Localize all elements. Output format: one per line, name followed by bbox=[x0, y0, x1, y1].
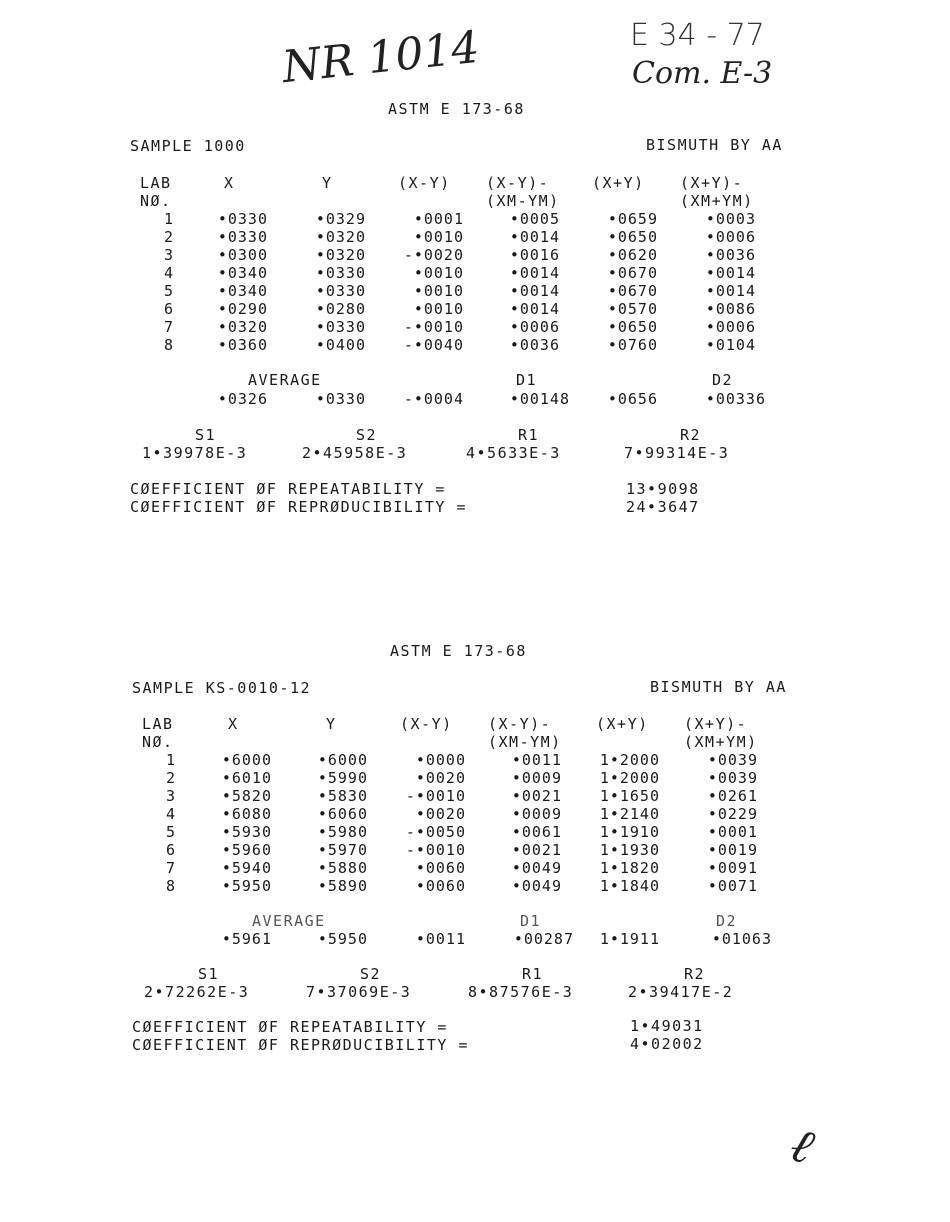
d1-label: D1 bbox=[516, 371, 538, 389]
sum-value: 1•2140 bbox=[599, 805, 660, 823]
col-header-lab: LAB bbox=[140, 174, 172, 192]
sum-value: 1•1930 bbox=[599, 841, 660, 859]
lab-no: 3 bbox=[163, 246, 174, 264]
col-header-y: Y bbox=[326, 715, 337, 733]
avg-diff: •0011 bbox=[415, 930, 466, 948]
r2-label: R2 bbox=[680, 426, 702, 444]
sum-dev-value: •0006 bbox=[705, 228, 756, 246]
sum-value: •0650 bbox=[607, 318, 658, 336]
handwritten-committee: Com. E-3 bbox=[632, 56, 773, 91]
diff-value: •0020 bbox=[415, 769, 466, 787]
diff-value: •0020 bbox=[415, 805, 466, 823]
lab-no: 4 bbox=[165, 805, 176, 823]
report-title: ASTM E 173-68 bbox=[390, 642, 527, 660]
diff-value: -•0010 bbox=[403, 318, 464, 336]
sum-value: •0659 bbox=[607, 210, 658, 228]
table-row bbox=[0, 336, 950, 354]
x-value: •5930 bbox=[221, 823, 272, 841]
diff-dev-value: •0021 bbox=[511, 787, 562, 805]
report-title: ASTM E 173-68 bbox=[388, 100, 525, 118]
sum-value: 1•2000 bbox=[599, 751, 660, 769]
y-value: •5980 bbox=[317, 823, 368, 841]
diff-dev-value: •0009 bbox=[511, 805, 562, 823]
sum-dev-value: •0036 bbox=[705, 246, 756, 264]
avg-sum: 1•1911 bbox=[599, 930, 660, 948]
reproducibility-value: 4•02002 bbox=[630, 1035, 704, 1053]
diff-value: •0010 bbox=[413, 264, 464, 282]
diff-dev-value: •0014 bbox=[509, 264, 560, 282]
x-value: •0330 bbox=[217, 210, 268, 228]
lab-no: 5 bbox=[163, 282, 174, 300]
lab-no: 1 bbox=[165, 751, 176, 769]
diff-dev-value: •0006 bbox=[509, 318, 560, 336]
s2-value: 2•45958E-3 bbox=[302, 444, 408, 462]
x-value: •5950 bbox=[221, 877, 272, 895]
d1-value: •00287 bbox=[513, 930, 574, 948]
table-row bbox=[0, 877, 950, 895]
sum-dev-value: •0039 bbox=[707, 751, 758, 769]
lab-no: 1 bbox=[163, 210, 174, 228]
average-label: AVERAGE bbox=[252, 912, 326, 930]
y-value: •5970 bbox=[317, 841, 368, 859]
sum-dev-value: •0071 bbox=[707, 877, 758, 895]
diff-dev-value: •0014 bbox=[509, 228, 560, 246]
lab-no: 6 bbox=[165, 841, 176, 859]
lab-no: 2 bbox=[165, 769, 176, 787]
x-value: •5960 bbox=[221, 841, 272, 859]
x-value: •5940 bbox=[221, 859, 272, 877]
y-value: •0320 bbox=[315, 246, 366, 264]
lab-no: 8 bbox=[165, 877, 176, 895]
diff-dev-value: •0061 bbox=[511, 823, 562, 841]
sum-dev-value: •0001 bbox=[707, 823, 758, 841]
s2-label: S2 bbox=[356, 426, 378, 444]
table-row bbox=[0, 264, 950, 282]
s1-value: 2•72262E-3 bbox=[144, 983, 250, 1001]
sum-dev-value: •0104 bbox=[705, 336, 756, 354]
col-header-lab: LAB bbox=[142, 715, 174, 733]
x-value: •6000 bbox=[221, 751, 272, 769]
average-label: AVERAGE bbox=[248, 371, 322, 389]
d2-value: •01063 bbox=[711, 930, 772, 948]
diff-value: -•0050 bbox=[405, 823, 466, 841]
col-header-xm-plus-ym: (XM+YM) bbox=[680, 192, 754, 210]
y-value: •6000 bbox=[317, 751, 368, 769]
col-header-x-plus-y: (X+Y) bbox=[596, 715, 649, 733]
x-value: •0290 bbox=[217, 300, 268, 318]
sum-value: •0760 bbox=[607, 336, 658, 354]
average-row bbox=[0, 930, 950, 948]
table-row bbox=[0, 841, 950, 859]
col-header-x: X bbox=[224, 174, 235, 192]
handwritten-reference: E 34 - 77 bbox=[630, 18, 765, 53]
diff-dev-value: •0014 bbox=[509, 300, 560, 318]
r2-value: 2•39417E-2 bbox=[628, 983, 734, 1001]
table-row bbox=[0, 282, 950, 300]
s2-value: 7•37069E-3 bbox=[306, 983, 412, 1001]
sum-dev-value: •0006 bbox=[705, 318, 756, 336]
sum-dev-value: •0261 bbox=[707, 787, 758, 805]
diff-value: •0000 bbox=[415, 751, 466, 769]
s1-label: S1 bbox=[198, 965, 220, 983]
diff-dev-value: •0049 bbox=[511, 877, 562, 895]
diff-value: -•0020 bbox=[403, 246, 464, 264]
handwritten-file-number: NR 1014 bbox=[279, 21, 482, 94]
sum-value: •0570 bbox=[607, 300, 658, 318]
lab-no: 7 bbox=[163, 318, 174, 336]
diff-value: -•0010 bbox=[405, 787, 466, 805]
sum-value: 1•2000 bbox=[599, 769, 660, 787]
y-value: •0330 bbox=[315, 264, 366, 282]
diff-dev-value: •0014 bbox=[509, 282, 560, 300]
x-value: •0330 bbox=[217, 228, 268, 246]
analyte-method: BISMUTH BY AA bbox=[650, 678, 787, 696]
col-header-x-minus-y-dev: (X-Y)- bbox=[486, 174, 550, 192]
y-value: •0280 bbox=[315, 300, 366, 318]
avg-sum: •0656 bbox=[607, 390, 658, 408]
table-row bbox=[0, 228, 950, 246]
diff-value: •0010 bbox=[413, 300, 464, 318]
y-value: •0400 bbox=[315, 336, 366, 354]
s1-label: S1 bbox=[195, 426, 217, 444]
x-value: •0300 bbox=[217, 246, 268, 264]
col-header-x-plus-y-dev: (X+Y)- bbox=[684, 715, 748, 733]
d2-value: •00336 bbox=[705, 390, 766, 408]
y-value: •5830 bbox=[317, 787, 368, 805]
sample-id: SAMPLE 1000 bbox=[130, 137, 246, 155]
col-header-lab-no: NØ. bbox=[142, 733, 174, 751]
diff-dev-value: •0005 bbox=[509, 210, 560, 228]
reproducibility-label: CØEFFICIENT ØF REPRØDUCIBILITY = bbox=[132, 1036, 469, 1054]
y-value: •0320 bbox=[315, 228, 366, 246]
y-value: •5990 bbox=[317, 769, 368, 787]
sum-dev-value: •0014 bbox=[705, 282, 756, 300]
table-row bbox=[0, 210, 950, 228]
diff-dev-value: •0011 bbox=[511, 751, 562, 769]
lab-no: 4 bbox=[163, 264, 174, 282]
diff-value: •0060 bbox=[415, 877, 466, 895]
diff-value: •0001 bbox=[413, 210, 464, 228]
lab-no: 3 bbox=[165, 787, 176, 805]
analyte-method: BISMUTH BY AA bbox=[646, 136, 783, 154]
sum-dev-value: •0229 bbox=[707, 805, 758, 823]
table-row bbox=[0, 318, 950, 336]
sum-value: •0670 bbox=[607, 264, 658, 282]
table-row bbox=[0, 246, 950, 264]
table-row bbox=[0, 805, 950, 823]
avg-diff: -•0004 bbox=[403, 390, 464, 408]
sum-dev-value: •0019 bbox=[707, 841, 758, 859]
table-row bbox=[0, 300, 950, 318]
r2-value: 7•99314E-3 bbox=[624, 444, 730, 462]
reproducibility-value: 24•3647 bbox=[626, 498, 700, 516]
col-header-x-plus-y-dev: (X+Y)- bbox=[680, 174, 744, 192]
handwritten-initials: ℓ bbox=[783, 1116, 821, 1176]
x-value: •0360 bbox=[217, 336, 268, 354]
x-value: •0340 bbox=[217, 282, 268, 300]
col-header-y: Y bbox=[322, 174, 333, 192]
sum-value: 1•1840 bbox=[599, 877, 660, 895]
sum-dev-value: •0014 bbox=[705, 264, 756, 282]
diff-value: •0010 bbox=[413, 282, 464, 300]
s2-label: S2 bbox=[360, 965, 382, 983]
col-header-x: X bbox=[228, 715, 239, 733]
reproducibility-label: CØEFFICIENT ØF REPRØDUCIBILITY = bbox=[130, 498, 467, 516]
average-row bbox=[0, 390, 950, 408]
col-header-x-plus-y: (X+Y) bbox=[592, 174, 645, 192]
diff-dev-value: •0016 bbox=[509, 246, 560, 264]
r1-value: 4•5633E-3 bbox=[466, 444, 561, 462]
diff-dev-value: •0009 bbox=[511, 769, 562, 787]
sum-value: •0620 bbox=[607, 246, 658, 264]
diff-dev-value: •0021 bbox=[511, 841, 562, 859]
lab-no: 6 bbox=[163, 300, 174, 318]
x-value: •0340 bbox=[217, 264, 268, 282]
lab-no: 2 bbox=[163, 228, 174, 246]
col-header-lab-no: NØ. bbox=[140, 192, 172, 210]
y-value: •0330 bbox=[315, 318, 366, 336]
repeatability-label: CØEFFICIENT ØF REPEATABILITY = bbox=[132, 1018, 448, 1036]
table-row bbox=[0, 751, 950, 769]
table-row bbox=[0, 769, 950, 787]
lab-no: 7 bbox=[165, 859, 176, 877]
col-header-x-minus-y-dev: (X-Y)- bbox=[488, 715, 552, 733]
y-value: •0330 bbox=[315, 282, 366, 300]
diff-dev-value: •0036 bbox=[509, 336, 560, 354]
x-value: •5820 bbox=[221, 787, 272, 805]
y-value: •0329 bbox=[315, 210, 366, 228]
col-header-x-minus-y: (X-Y) bbox=[400, 715, 453, 733]
repeatability-label: CØEFFICIENT ØF REPEATABILITY = bbox=[130, 480, 446, 498]
lab-no: 8 bbox=[163, 336, 174, 354]
diff-value: -•0010 bbox=[405, 841, 466, 859]
col-header-xm-plus-ym: (XM+YM) bbox=[684, 733, 758, 751]
sum-value: 1•1820 bbox=[599, 859, 660, 877]
r1-label: R1 bbox=[518, 426, 540, 444]
y-value: •6060 bbox=[317, 805, 368, 823]
sum-dev-value: •0086 bbox=[705, 300, 756, 318]
x-value: •0320 bbox=[217, 318, 268, 336]
d1-value: •00148 bbox=[509, 390, 570, 408]
avg-y: •5950 bbox=[317, 930, 368, 948]
avg-x: •0326 bbox=[217, 390, 268, 408]
sum-value: •0670 bbox=[607, 282, 658, 300]
repeatability-value: 1•49031 bbox=[630, 1017, 704, 1035]
r2-label: R2 bbox=[684, 965, 706, 983]
diff-value: -•0040 bbox=[403, 336, 464, 354]
d2-label: D2 bbox=[716, 912, 738, 930]
sum-value: •0650 bbox=[607, 228, 658, 246]
repeatability-value: 13•9098 bbox=[626, 480, 700, 498]
diff-value: •0010 bbox=[413, 228, 464, 246]
sum-value: 1•1910 bbox=[599, 823, 660, 841]
col-header-xm-ym: (XM-YM) bbox=[486, 192, 560, 210]
sum-value: 1•1650 bbox=[599, 787, 660, 805]
lab-no: 5 bbox=[165, 823, 176, 841]
s1-value: 1•39978E-3 bbox=[142, 444, 248, 462]
d1-label: D1 bbox=[520, 912, 542, 930]
sample-id: SAMPLE KS-0010-12 bbox=[132, 679, 312, 697]
x-value: •6080 bbox=[221, 805, 272, 823]
table-row bbox=[0, 859, 950, 877]
sum-dev-value: •0091 bbox=[707, 859, 758, 877]
r1-value: 8•87576E-3 bbox=[468, 983, 574, 1001]
table-row bbox=[0, 787, 950, 805]
y-value: •5880 bbox=[317, 859, 368, 877]
sum-dev-value: •0039 bbox=[707, 769, 758, 787]
sum-dev-value: •0003 bbox=[705, 210, 756, 228]
diff-value: •0060 bbox=[415, 859, 466, 877]
table-row bbox=[0, 823, 950, 841]
r1-label: R1 bbox=[522, 965, 544, 983]
col-header-xm-ym: (XM-YM) bbox=[488, 733, 562, 751]
avg-y: •0330 bbox=[315, 390, 366, 408]
d2-label: D2 bbox=[712, 371, 734, 389]
avg-x: •5961 bbox=[221, 930, 272, 948]
diff-dev-value: •0049 bbox=[511, 859, 562, 877]
col-header-x-minus-y: (X-Y) bbox=[398, 174, 451, 192]
x-value: •6010 bbox=[221, 769, 272, 787]
y-value: •5890 bbox=[317, 877, 368, 895]
